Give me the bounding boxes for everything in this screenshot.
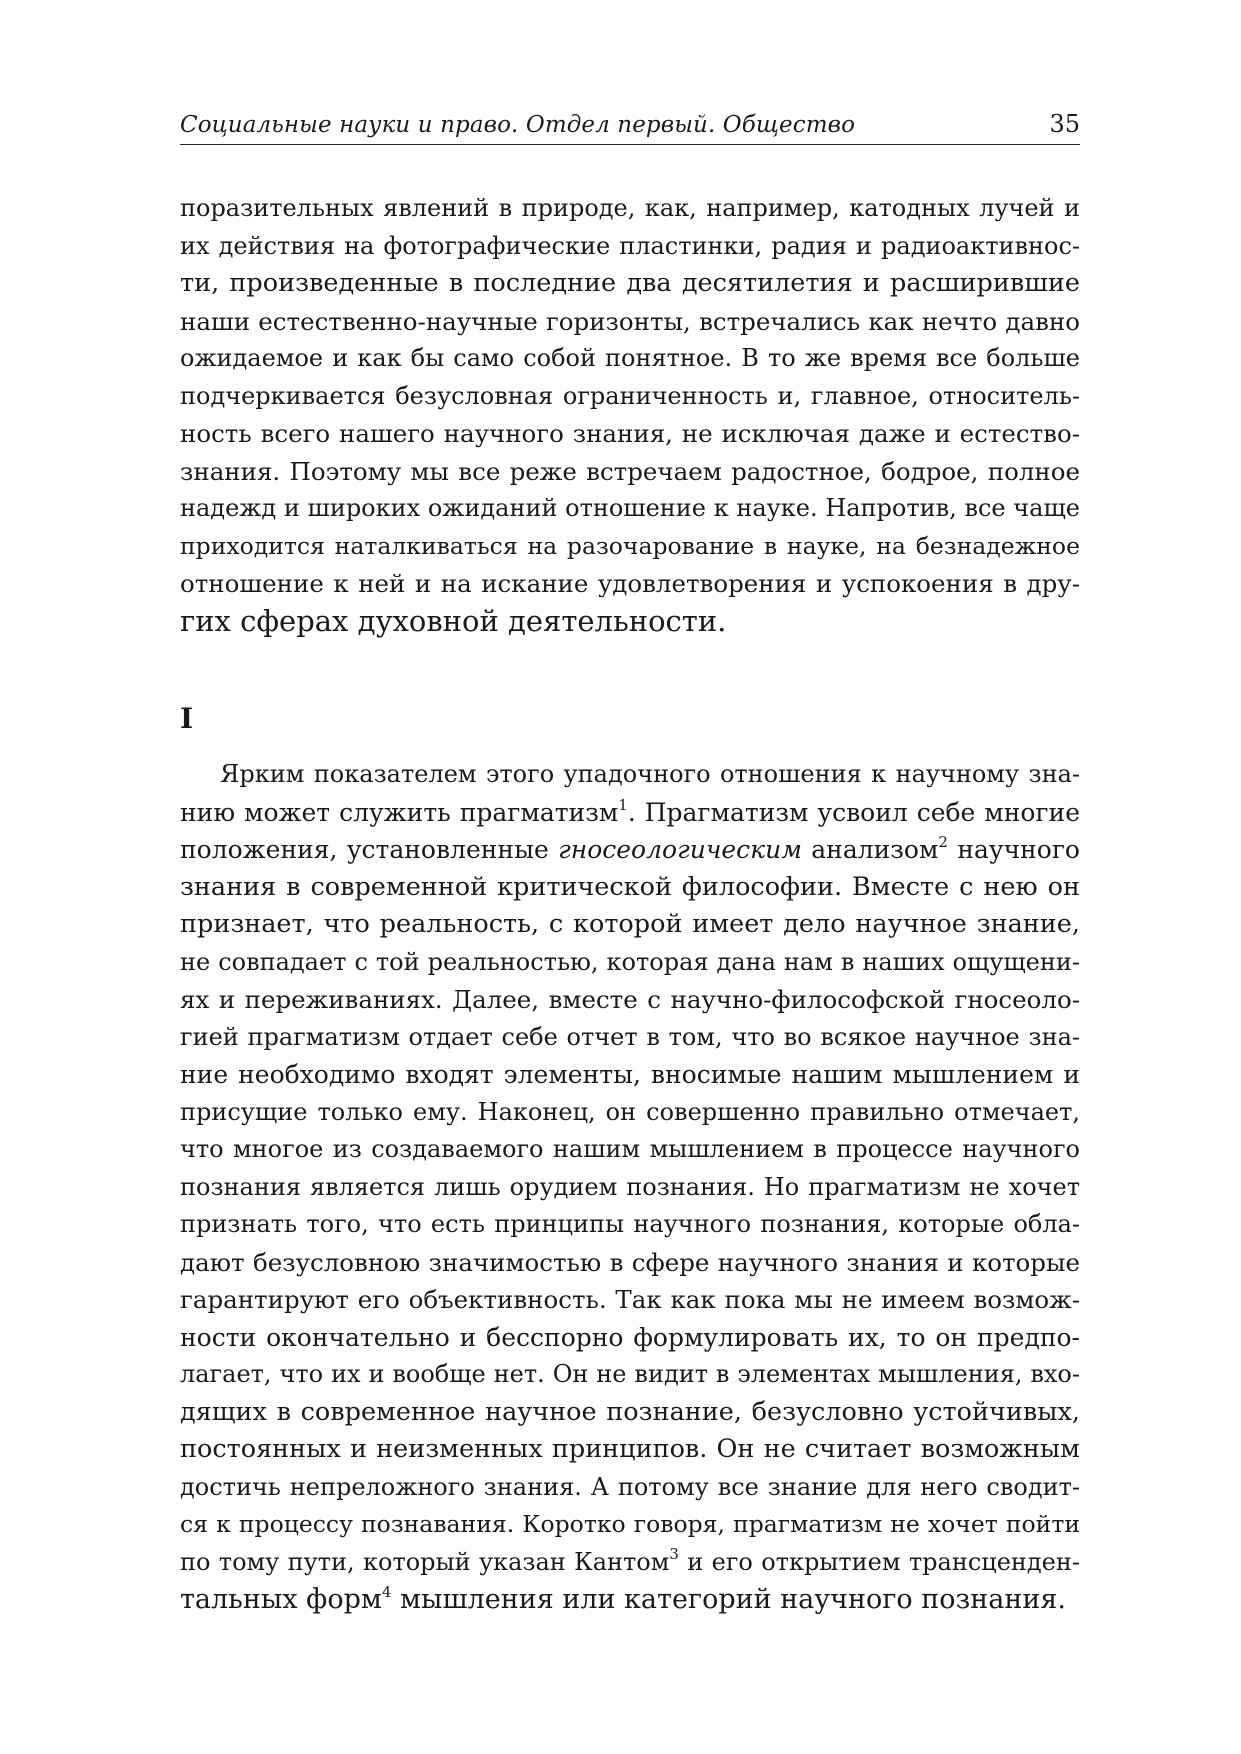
text-line: знания в современной критической философии. Вместе с нею он [180,871,1080,902]
section-heading: I [180,702,194,735]
text-line: постоянных и неизменных принципов. Он не считает возможным [180,1434,1080,1464]
text-line: ности окончательно и бесспорно формулировать их, то он предпо- [180,1322,1080,1352]
footnote-ref-1[interactable]: 1 [618,795,628,814]
text-line: что многое из создаваемого нашим мышлением в процессе научного [180,1135,1080,1163]
text-line: отношение к ней и на искание удовлетворения и успокоения в дру- [180,569,1080,598]
text-line: достичь непреложного знания. А потому все знание для него сводит- [180,1472,1080,1501]
text-line: ожидаемое и как бы само собой понятное. В то же время все больше [180,344,1080,372]
text-line: лагает, что их и вообще нет. Он не видит в элементах мышления, вхо- [180,1360,1080,1388]
text-line: подчеркивается безусловная ограниченность и, главное, относитель- [180,381,1080,410]
text-line: дящих в современное научное познание, безусловно устойчивых, [180,1396,1080,1427]
footnote-ref-2[interactable]: 2 [938,833,948,851]
paragraph-section-1 [180,756,1080,1619]
text-line: гих сферах духовной деятельности. [180,603,727,638]
text-line: приходится наталкиваться на разочарование в науке, на безнадежное [180,531,1080,560]
text-line: признает, что реальность, с которой имеет дело научное знание, [180,909,1080,939]
text-line: по тому пути, который указан Кантом$^3$ и его открытием трансценден- [180,1544,1080,1576]
text-line: гией прагматизм отдает себе отчет в том, что во всякое научное зна- [180,1022,1080,1051]
text-line: ся к процессу познавания. Коротко говоря, прагматизм не хочет пойти [180,1510,1080,1538]
text-line: гарантируют его объективность. Так как пока мы не имеем возмож- [180,1285,1080,1314]
text-line: не совпадает с той реальностью, которая дана нам в наших ощущени- [180,947,1080,976]
footnote-ref-3[interactable]: 3 [669,1544,679,1563]
text-line: поразительных явлений в природе, как, например, катодных лучей и [180,194,1080,222]
text-line: наши естественно-научные горизонты, встречались как нечто давно [180,306,1080,336]
page-number: 35 [1049,110,1080,138]
text-line: признать того, что есть принципы научного познания, которые обла- [180,1210,1080,1238]
footnote-ref-4[interactable]: 4 [381,1583,392,1601]
text-line: познания является лишь орудием познания. Но прагматизм не хочет [180,1172,1080,1201]
text-line: тальных форм$^4$ мышления или категорий научного познания. [180,1583,1066,1615]
paragraph-continued [180,190,1080,640]
text-line: Ярким показателем этого упадочного отношения к научному зна- [220,760,1080,788]
running-header [180,104,1080,145]
header-title: Социальные науки и право. Отдел первый. Общество [180,112,856,138]
text-line: надежд и широких ожиданий отношение к науке. Напротив, все чаще [180,494,1080,522]
text-line: их действия на фотографические пластинки, радия и радиоактивнос- [180,231,1080,260]
text-line: ность всего нашего научного знания, не исключая даже и естество- [180,419,1080,448]
text-line: ти, произведенные в последние два десятилетия и расширившие [180,268,1080,298]
text-line: нию может служить прагматизм$^1$. Прагматизм усвоил себе многие [180,795,1080,827]
text-line: положения, установленные гносеологическим анализом$^2$ научного [180,833,1080,864]
text-line: дают безусловною значимостью в сфере научного знания и которые [180,1247,1080,1277]
emphasis: гносеологическим [558,835,802,864]
text-line: присущие только ему. Наконец, он совершенно правильно отмечает, [180,1097,1080,1126]
text-line: ях и переживаниях. Далее, вместе с научно-философской гносеоло- [180,985,1080,1014]
text-line: ние необходимо входят элементы, вносимые нашим мышлением и [180,1060,1080,1089]
text-line: знания. Поэтому мы все реже встречаем радостное, бодрое, полное [180,456,1080,486]
